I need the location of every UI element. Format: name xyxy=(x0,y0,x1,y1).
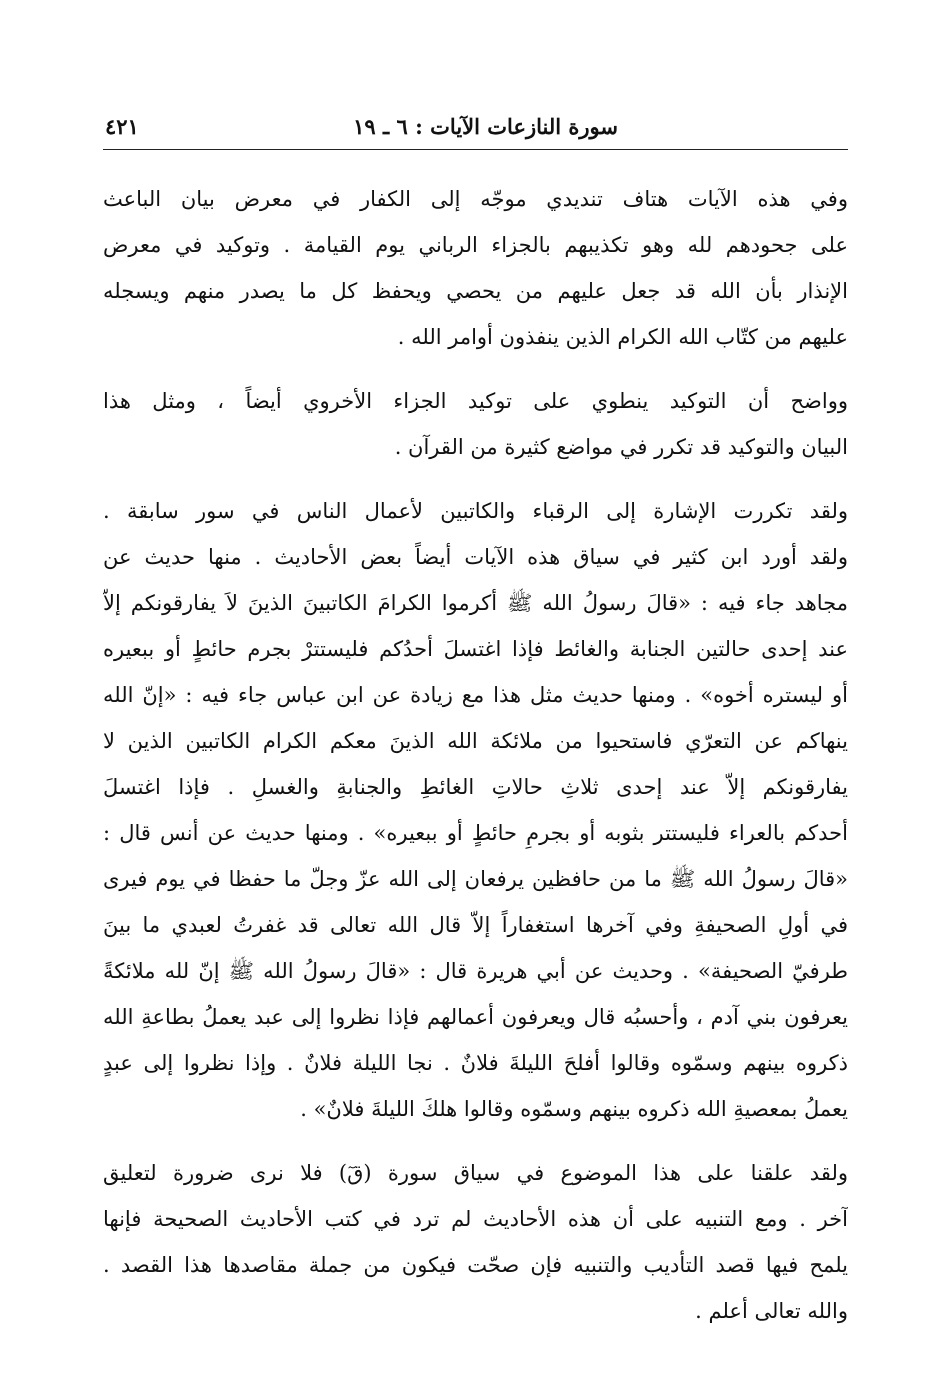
text-line: البيان والتوكيد قد تكرر في مواضع كثيرة من القرآن . xyxy=(394,435,848,459)
text-line: والله تعالى أعلم . xyxy=(695,1299,848,1323)
text-line: أحدكم بالعراء فليستتر بثوبه أو بجرمِ حائطٍ أو ببعيره» . ومنها حديث عن أنس قال : xyxy=(103,821,848,845)
paragraph-gap xyxy=(103,360,848,378)
text-line: طرفيّ الصحيفة» . وحديث عن أبي هريرة قال : «قالَ رسولُ الله ﷺ إنّ لله ملائكةً xyxy=(103,959,848,983)
paragraph-4 xyxy=(103,1150,848,1334)
text-line: يعملُ بمعصيةِ الله ذكروه بينهم وسمّوه وقالوا هلكَ الليلةَ فلانٌ» . xyxy=(300,1097,848,1121)
paragraph-gap xyxy=(103,1132,848,1150)
text-line: ولقد علقنا على هذا الموضوع في سياق سورة (قٓ) فلا نرى ضرورة لتعليق xyxy=(103,1161,848,1185)
text-line: على جحودهم لله وهو تكذيبهم بالجزاء الرباني يوم القيامة . وتوكيد في معرض xyxy=(103,233,848,257)
text-line: يفارقونكم إلاّ عند إحدى ثلاثِ حالاتِ الغائطِ والجنابةِ والغسلِ . فإذا اغتسلَ xyxy=(103,775,848,799)
text-line: «قالَ رسولُ الله ﷺ ما من حافظين يرفعان إلى الله عزّ وجلّ ما حفظا في يوم فيرى xyxy=(103,867,848,891)
header-divider xyxy=(103,149,848,150)
text-line: ولقد تكررت الإشارة إلى الرقباء والكاتبين لأعمال الناس في سور سابقة . xyxy=(103,499,848,523)
text-line: عند إحدى حالتين الجنابة والغائط فإذا اغتسلَ أحدُكم فليستترْ بجرم حائطٍ أو ببعيره xyxy=(103,637,848,661)
text-line: وواضح أن التوكيد ينطوي على توكيد الجزاء الأخروي أيضاً ، ومثل هذا xyxy=(103,389,848,413)
text-line: يعرفون بني آدم ، وأحسبُه قال ويعرفون أعمالهم فإذا نظروا إلى عبد يعملُ بطاعةِ الله xyxy=(103,1005,848,1029)
paragraph-3 xyxy=(103,488,848,1132)
text-line: يلمح فيها قصد التأديب والتنبيه فإن صحّت فيكون من جملة مقاصدها هذا القصد . xyxy=(103,1253,848,1277)
text-line: الإنذار بأن الله قد جعل عليهم من يحصي ويحفظ كل ما يصدر منهم ويسجله xyxy=(103,279,848,303)
text-line: مجاهد جاء فيه : «قالَ رسولُ الله ﷺ أكرموا الكرامَ الكاتبينَ الذينَ لاَ يفارقونكم إلاّ xyxy=(103,591,848,615)
text-line: عليهم من كتّاب الله الكرام الذين ينفذون أوامر الله . xyxy=(397,325,848,349)
body-text xyxy=(103,176,848,1334)
text-line: في أولِ الصحيفةِ وفي آخرها استغفاراً إلاّ قال الله تعالى قد غفرتُ لعبدي ما بينَ xyxy=(103,913,848,937)
text-line: ذكروه بينهم وسمّوه وقالوا أفلحَ الليلةَ فلانٌ . نجا الليلة فلانٌ . وإذا نظروا إلى عبدٍ xyxy=(103,1051,848,1075)
paragraph-1 xyxy=(103,176,848,360)
running-header-title: سورة النازعات الآيات : ٦ ـ ١٩ xyxy=(353,114,618,139)
text-line: أو ليستره أخوه» . ومنها حديث مثل هذا مع زيادة عن ابن عباس جاء فيه : «إنّ الله xyxy=(103,683,848,707)
paragraph-gap xyxy=(103,470,848,488)
page-number: ٤٢١ xyxy=(105,114,139,139)
paragraph-2 xyxy=(103,378,848,470)
text-line: وفي هذه الآيات هتاف تنديدي موجّه إلى الكفار في معرض بيان الباعث xyxy=(103,187,848,211)
text-line: ولقد أورد ابن كثير في سياق هذه الآيات أيضاً بعض الأحاديث . منها حديث عن xyxy=(103,545,848,569)
text-line: آخر . ومع التنبيه على أن هذه الأحاديث لم ترد في كتب الأحاديث الصحيحة فإنها xyxy=(103,1207,848,1231)
text-line: ينهاكم عن التعرّي فاستحيوا من ملائكة الله الذينَ معكم الكرام الكاتبين الذين لا xyxy=(103,729,848,753)
running-header xyxy=(103,108,848,148)
